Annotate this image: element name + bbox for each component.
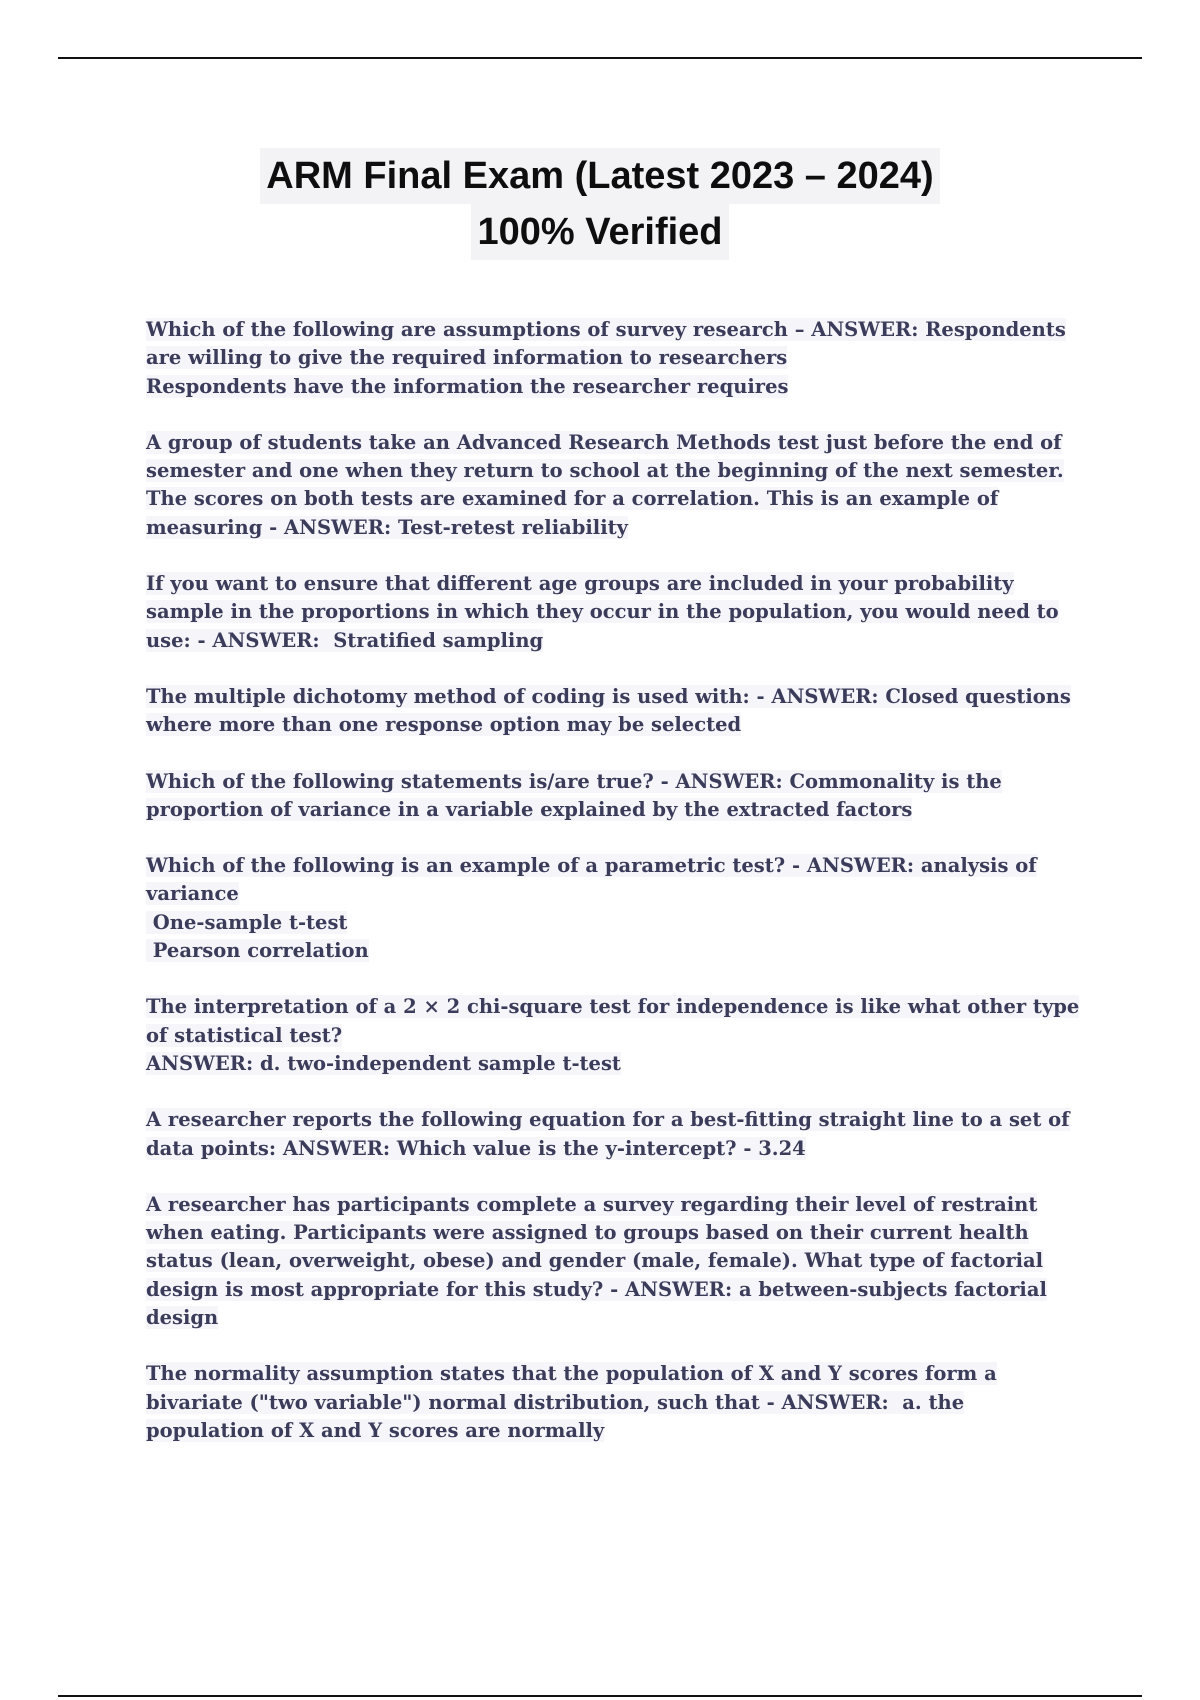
qa-item (146, 768, 1086, 825)
qa-line (146, 1106, 1086, 1134)
qa-line (146, 570, 1086, 598)
qa-line-text: Respondents have the information the researcher requires (146, 374, 789, 398)
qa-line (146, 768, 1086, 796)
qa-line (146, 711, 1086, 739)
qa-line (146, 880, 1086, 908)
qa-line (146, 852, 1086, 880)
qa-item (146, 852, 1086, 965)
qa-line (146, 485, 1086, 513)
qa-line (146, 344, 1086, 372)
qa-line (146, 1417, 1086, 1445)
qa-line (146, 993, 1086, 1021)
qa-line-text: where more than one response option may be selected (146, 713, 742, 737)
top-rule (58, 57, 1142, 59)
qa-line (146, 373, 1086, 401)
qa-line (146, 457, 1086, 485)
qa-line-text: If you want to ensure that different age groups are included in your probability (146, 572, 1014, 596)
qa-line-text: when eating. Participants were assigned to groups based on their current health (146, 1221, 1029, 1245)
qa-line-text: bivariate ("two variable") normal distribution, such that - ANSWER: a. the (146, 1390, 965, 1414)
qa-line (146, 1304, 1086, 1332)
qa-item (146, 1360, 1086, 1445)
document-title (0, 148, 1200, 260)
qa-line-text: Which of the following are assumptions of survey research – ANSWER: Respondents (146, 318, 1066, 341)
qa-line-text: design is most appropriate for this study? - ANSWER: a between-subjects factorial (146, 1277, 1047, 1301)
qa-line-text: A researcher has participants complete a survey regarding their level of restraint (146, 1192, 1038, 1216)
qa-line-text: ANSWER: d. two-independent sample t-test (146, 1051, 621, 1075)
qa-line-text: status (lean, overweight, obese) and gender (male, female). What type of factorial (146, 1249, 1044, 1273)
qa-line (146, 909, 1086, 937)
qa-line-text: use: - ANSWER: Stratified sampling (146, 628, 544, 652)
qa-line-text: of statistical test? (146, 1023, 343, 1047)
qa-line-text: Which of the following is an example of a parametric test? - ANSWER: analysis of (146, 854, 1037, 878)
qa-line-text: One-sample t-test (146, 910, 348, 934)
qa-item (146, 1106, 1086, 1163)
qa-line-text: data points: ANSWER: Which value is the y-intercept? - 3.24 (146, 1136, 806, 1160)
qa-line-text: The normality assumption states that the population of X and Y scores form a (146, 1362, 997, 1386)
qa-item (146, 1191, 1086, 1332)
qa-item (146, 316, 1086, 401)
qa-line-text: variance (146, 882, 239, 906)
qa-line (146, 1276, 1086, 1304)
qa-line (146, 429, 1086, 457)
title-line-1: ARM Final Exam (Latest 2023 – 2024) (260, 148, 939, 204)
qa-line (146, 1389, 1086, 1417)
qa-line (146, 1022, 1086, 1050)
qa-line (146, 796, 1086, 824)
qa-line (146, 316, 1086, 344)
qa-line-text: design (146, 1306, 219, 1330)
qa-line-text: The multiple dichotomy method of coding is used with: - ANSWER: Closed questions (146, 684, 1071, 708)
qa-line (146, 683, 1086, 711)
qa-line-text: population of X and Y scores are normally (146, 1418, 605, 1442)
qa-line (146, 937, 1086, 965)
qa-line (146, 1050, 1086, 1078)
question-answer-list (146, 316, 1086, 1473)
qa-line (146, 627, 1086, 655)
qa-line (146, 514, 1086, 542)
title-line-2: 100% Verified (471, 204, 728, 260)
qa-item (146, 993, 1086, 1078)
qa-line-text: proportion of variance in a variable explained by the extracted factors (146, 797, 913, 821)
qa-line (146, 1360, 1086, 1388)
qa-item (146, 429, 1086, 542)
qa-line-text: measuring - ANSWER: Test-retest reliability (146, 515, 628, 539)
qa-line-text: The interpretation of a 2 × 2 chi-square test for independence is like what other type (146, 995, 1080, 1019)
qa-line-text: are willing to give the required information to researchers (146, 346, 788, 370)
qa-line-text: semester and one when they return to school at the beginning of the next semester. (146, 459, 1064, 483)
qa-line-text: The scores on both tests are examined for a correlation. This is an example of (146, 487, 999, 511)
qa-line (146, 1135, 1086, 1163)
qa-line (146, 598, 1086, 626)
qa-item (146, 570, 1086, 655)
qa-line-text: Which of the following statements is/are true? - ANSWER: Commonality is the (146, 769, 1002, 793)
qa-line-text: A group of students take an Advanced Research Methods test just before the end of (146, 430, 1062, 454)
bottom-rule (58, 1695, 1142, 1697)
qa-line (146, 1219, 1086, 1247)
qa-line (146, 1191, 1086, 1219)
qa-line-text: sample in the proportions in which they occur in the population, you would need to (146, 600, 1059, 624)
qa-line-text: A researcher reports the following equation for a best-fitting straight line to a set of (146, 1108, 1070, 1132)
qa-line-text: Pearson correlation (146, 939, 369, 963)
qa-item (146, 683, 1086, 740)
qa-line (146, 1247, 1086, 1275)
